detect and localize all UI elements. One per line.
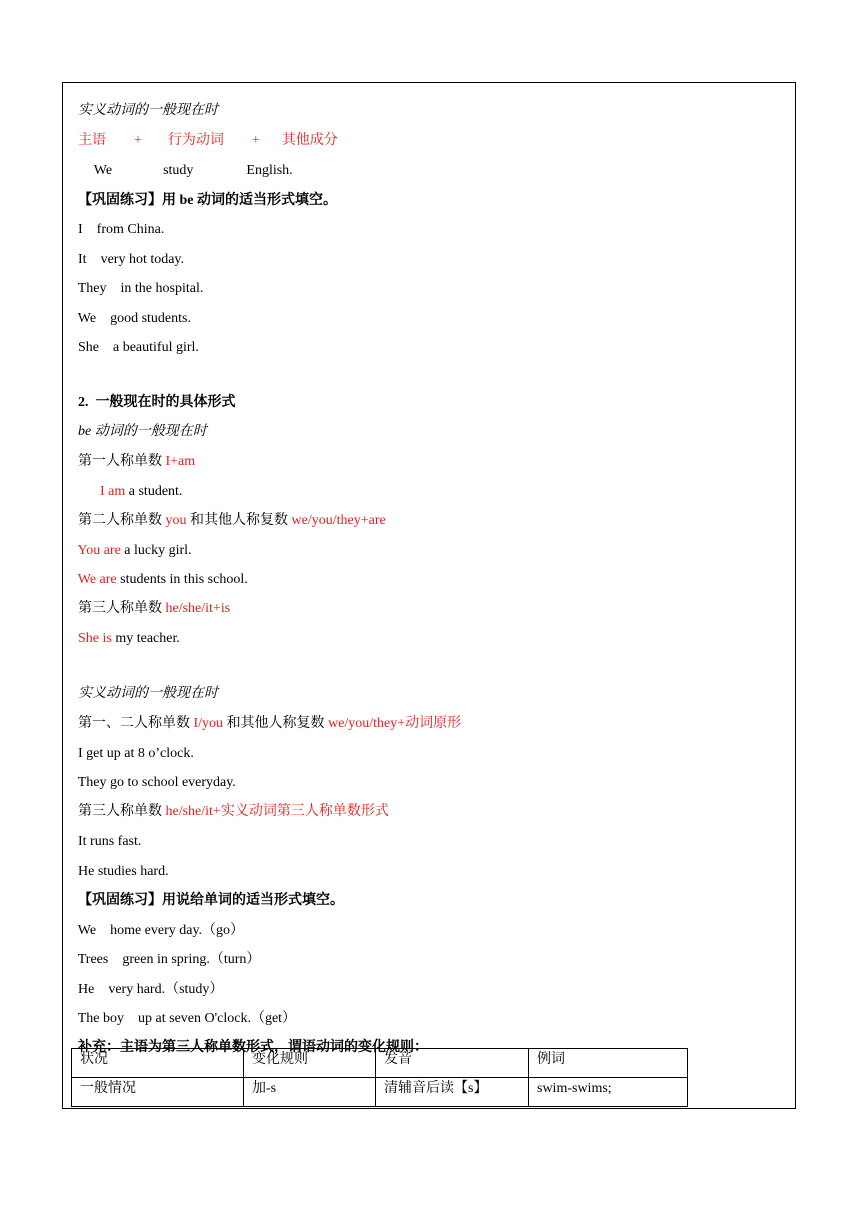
rule-formula: we/you/they+动词原形 xyxy=(328,716,462,731)
exercise-rest: green in spring.（turn） xyxy=(122,952,261,967)
rule-label: 第一人称单数 xyxy=(78,454,166,469)
subsection-heading xyxy=(71,405,207,439)
exercise-subject: The boy xyxy=(77,1011,125,1026)
exercise-rest: good students. xyxy=(110,311,191,326)
heading-text: 实义动词的一般现在时 xyxy=(78,103,218,118)
rule-line xyxy=(71,582,231,616)
formula-subject: 主语 xyxy=(78,133,106,148)
exercise-title-suffix: 动词的适当形式填空。 xyxy=(193,193,337,208)
exercise-title xyxy=(71,174,337,208)
rules-table xyxy=(71,1048,688,1107)
exercise-rest: from China. xyxy=(96,222,165,237)
exercise-subject: He xyxy=(78,982,95,997)
exercise-subject: I xyxy=(78,222,83,237)
exercise-subject: We xyxy=(77,311,97,326)
exercise-title-text: 【巩固练习】用说给单词的适当形式填空。 xyxy=(78,893,344,908)
table-row xyxy=(72,1078,688,1107)
supplement-title xyxy=(71,1021,428,1055)
example-rest: students in this school. xyxy=(116,572,248,587)
example-line xyxy=(87,144,293,178)
exercise-rest: in the hospital. xyxy=(120,281,204,296)
example-line xyxy=(93,465,183,499)
example-line xyxy=(71,845,169,879)
rule-line xyxy=(71,494,386,528)
example-line xyxy=(71,756,236,790)
rule-formula: we/you/they+are xyxy=(291,513,386,528)
exercise-item xyxy=(71,262,204,296)
example-text: It runs fast. xyxy=(78,834,142,849)
table-cell: swim-swims; xyxy=(529,1078,688,1107)
example-highlight: She is xyxy=(78,631,112,646)
rule-label: 第三人称单数 xyxy=(78,804,166,819)
table-header-cell: 状况 xyxy=(72,1049,244,1078)
example-line xyxy=(71,553,248,587)
rule-formula: he/she/it+实义动词第三人称单数形式 xyxy=(165,804,389,819)
example-highlight: We are xyxy=(77,572,117,587)
exercise-rest: very hot today. xyxy=(100,252,185,267)
rule-pronoun: you xyxy=(165,513,187,528)
example-line xyxy=(71,815,142,849)
rule-label: 第一、二人称单数 xyxy=(78,716,194,731)
formula-plus: + xyxy=(134,133,142,148)
table-header-row xyxy=(72,1049,688,1078)
example-subject: We xyxy=(93,163,113,178)
supplement-title-text: 补充：主语为第三人称单数形式，谓语动词的变化规则： xyxy=(78,1040,428,1055)
formula-plus: + xyxy=(251,133,260,148)
table-header-cell: 变化规则 xyxy=(244,1049,376,1078)
rule-line xyxy=(71,435,196,469)
exercise-rest: up at seven O'clock.（get） xyxy=(138,1011,297,1026)
table-cell: 清辅音后读【s】 xyxy=(376,1078,529,1107)
rule-formula: he/she/it+is xyxy=(165,601,231,616)
example-rest: my teacher. xyxy=(111,631,180,646)
exercise-item xyxy=(71,233,185,267)
example-text: I get up at 8 o’clock. xyxy=(78,746,194,761)
exercise-subject: Trees xyxy=(77,952,109,967)
table-header-cell: 发音 xyxy=(376,1049,529,1078)
exercise-item xyxy=(71,933,261,967)
example-highlight: I am xyxy=(100,484,126,499)
example-line xyxy=(71,612,180,646)
exercise-title-prefix: 【巩固练习】用 xyxy=(78,193,180,208)
exercise-item xyxy=(71,321,199,355)
rule-label: 第三人称单数 xyxy=(78,601,166,616)
rule-pronoun: I/you xyxy=(193,716,224,731)
rule-line xyxy=(71,785,389,819)
formula-verb: 行为动词 xyxy=(167,133,224,148)
example-line xyxy=(71,727,194,761)
rule-label: 和其他人称复数 xyxy=(186,513,292,528)
example-line xyxy=(71,524,192,558)
table-header-cell: 例词 xyxy=(529,1049,688,1078)
heading-text: 实义动词的一般现在时 xyxy=(78,686,218,701)
exercise-subject: It xyxy=(78,252,87,267)
rule-line xyxy=(71,697,462,731)
example-text: He studies hard. xyxy=(78,864,169,879)
table-cell: 加-s xyxy=(244,1078,376,1107)
exercise-item xyxy=(71,992,297,1026)
exercise-item xyxy=(71,904,245,938)
rule-label: 第二人称单数 xyxy=(78,513,166,528)
example-verb: study xyxy=(163,163,194,178)
heading-text: be 动词的一般现在时 xyxy=(78,424,207,439)
exercise-subject: We xyxy=(77,923,97,938)
exercise-item xyxy=(71,203,165,237)
exercise-title xyxy=(71,874,344,908)
exercise-subject: They xyxy=(77,281,107,296)
example-rest: a student. xyxy=(125,484,183,499)
exercise-rest: home every day.（go） xyxy=(110,923,245,938)
subsection-heading xyxy=(71,667,218,701)
rule-label: 和其他人称复数 xyxy=(223,716,329,731)
example-highlight: You are xyxy=(77,543,121,558)
exercise-item xyxy=(71,963,224,997)
exercise-title-be: be xyxy=(179,193,194,208)
section-heading xyxy=(71,84,218,118)
exercise-item xyxy=(71,292,191,326)
exercise-rest: a beautiful girl. xyxy=(113,340,199,355)
rule-formula: I+am xyxy=(165,454,196,469)
example-object: English. xyxy=(246,163,293,178)
example-rest: a lucky girl. xyxy=(120,543,192,558)
formula-other: 其他成分 xyxy=(281,133,338,148)
heading-text: 2. 一般现在时的具体形式 xyxy=(78,395,236,410)
section-heading xyxy=(71,376,236,410)
formula-line xyxy=(71,114,338,148)
exercise-rest: very hard.（study） xyxy=(108,982,224,997)
example-text: They go to school everyday. xyxy=(77,775,236,790)
exercise-subject: She xyxy=(78,340,99,355)
table-cell: 一般情况 xyxy=(72,1078,244,1107)
